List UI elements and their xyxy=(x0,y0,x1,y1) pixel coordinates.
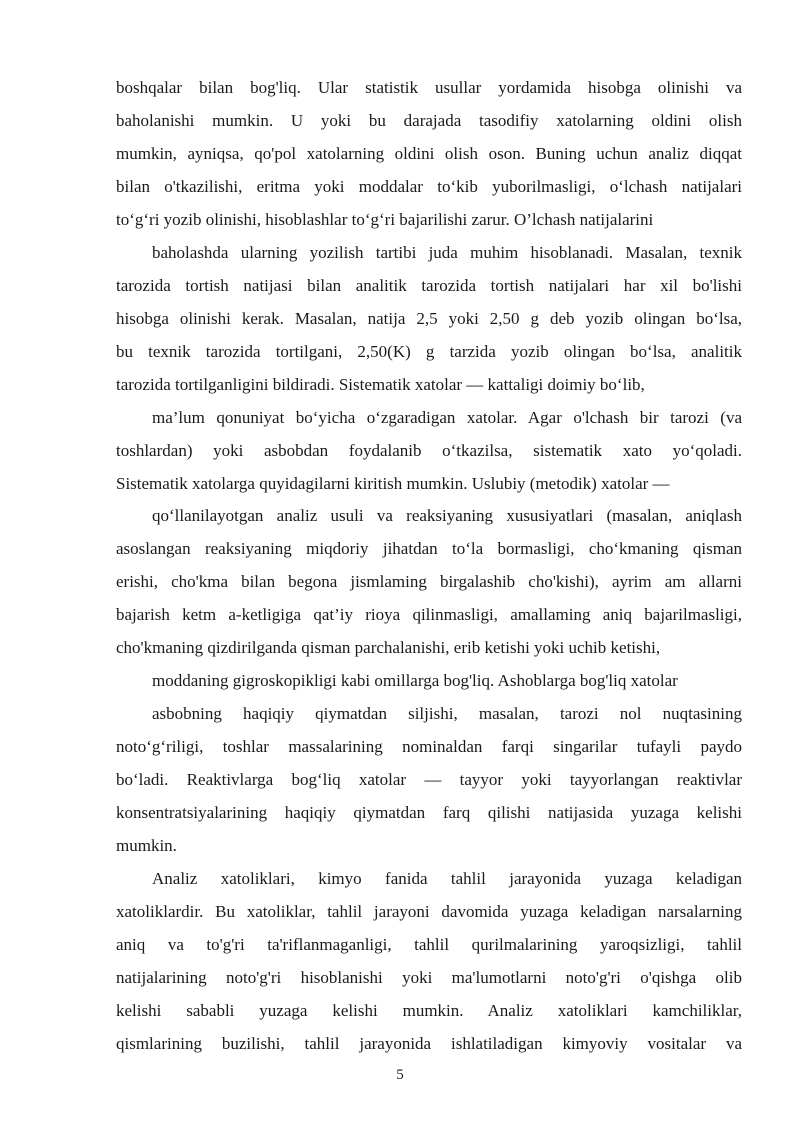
text-line: qo‘llanilayotgan analiz usuli va reaksiyaning xususiyatlari (masalan, aniqlash xyxy=(152,506,742,525)
text-line: cho'kmaning qizdirilganda qisman parchalanishi, erib ketishi yoki uchib ketishi, xyxy=(116,638,661,657)
text-line: asoslangan reaksiyaning miqdoriy jihatdan to‘la bormasligi, cho‘kmaning qisman xyxy=(116,539,742,558)
text-line: xatoliklardir. Bu xatoliklar, tahlil jarayoni davomida yuzaga keladigan narsalarning xyxy=(116,902,742,921)
text-line: bo‘ladi. Reaktivlarga bog‘liq xatolar — tayyor yoki tayyorlangan reaktivlar xyxy=(116,770,742,789)
text-line: aniq va to'g'ri ta'riflanmaganligi, tahlil qurilmalarining yaroqsizligi, tahlil xyxy=(116,935,742,954)
text-line: toshlardan) yoki asbobdan foydalanib o‘tkazilsa, sistematik xato yo‘qoladi. xyxy=(116,441,742,460)
text-line: tarozida tortilganligini bildiradi. Sistematik xatolar — kattaligi doimiy bo‘lib, xyxy=(116,375,645,394)
text-line: natijalarining noto'g'ri hisoblanishi yoki ma'lumotlarni noto'g'ri o'qishga olib xyxy=(116,968,742,987)
text-line: boshqalar bilan bog'liq. Ular statistik usullar yordamida hisobga olinishi va xyxy=(116,78,742,97)
text-line: mumkin, ayniqsa, qo'pol xatolarning oldini olish oson. Buning uchun analiz diqqat xyxy=(116,144,742,163)
text-line: baholashda ularning yozilish tartibi juda muhim hisoblanadi. Masalan, texnik xyxy=(152,243,742,262)
text-line: hisobga olinishi kerak. Masalan, natija 2,5 yoki 2,50 g deb yozib olingan bo‘lsa, xyxy=(116,309,742,328)
text-line: tarozida tortish natijasi bilan analitik tarozida tortish natijalari har xil bo'lishi xyxy=(116,276,742,295)
text-line: erishi, cho'kma bilan begona jismlaming birgalashib cho'kishi), ayrim am allarni xyxy=(116,572,742,591)
text-line: baholanishi mumkin. U yoki bu darajada tasodifiy xatolarning oldini olish xyxy=(116,111,742,130)
text-line: konsentratsiyalarining haqiqiy qiymatdan farq qilishi natijasida yuzaga kelishi xyxy=(116,803,742,822)
text-line: asbobning haqiqiy qiymatdan siljishi, masalan, tarozi nol nuqtasining xyxy=(152,704,742,723)
text-line: moddaning gigroskopikligi kabi omillarga bog'liq. Ashoblarga bog'liq xatolar xyxy=(152,671,678,690)
text-line: noto‘g‘riligi, toshlar massalarining nominaldan farqi singarilar tufayli paydo xyxy=(116,737,742,756)
text-line: mumkin. xyxy=(116,836,177,855)
text-line: kelishi sababli yuzaga kelishi mumkin. Analiz xatoliklari kamchiliklar, xyxy=(116,1001,742,1020)
page-number: 5 xyxy=(396,1067,404,1083)
text-line: bu texnik tarozida tortilgani, 2,50(K) g tarzida yozib olingan bo‘lsa, analitik xyxy=(116,342,742,361)
text-line: to‘g‘ri yozib olinishi, hisoblashlar to‘g‘ri bajarilishi zarur. O’lchash natijalarini xyxy=(116,210,654,229)
text-line: ma’lum qonuniyat bo‘yicha o‘zgaradigan xatolar. Agar o'lchash bir tarozi (va xyxy=(152,408,742,427)
text-line: bajarish ketm a-ketligiga qat’iy rioya qilinmasligi, amallaming aniq bajarilmasligi, xyxy=(116,605,742,624)
text-line: Analiz xatoliklari, kimyo fanida tahlil jarayonida yuzaga keladigan xyxy=(152,869,742,888)
text-line: Sistematik xatolarga quyidagilarni kiritish mumkin. Uslubiy (metodik) xatolar — xyxy=(116,474,670,493)
text-line: qismlarining buzilishi, tahlil jarayonida ishlatiladigan kimyoviy vositalar va xyxy=(116,1034,742,1053)
text-line: bilan o'tkazilishi, eritma yoki moddalar to‘kib yuborilmasligi, o‘lchash natijalari xyxy=(116,177,742,196)
